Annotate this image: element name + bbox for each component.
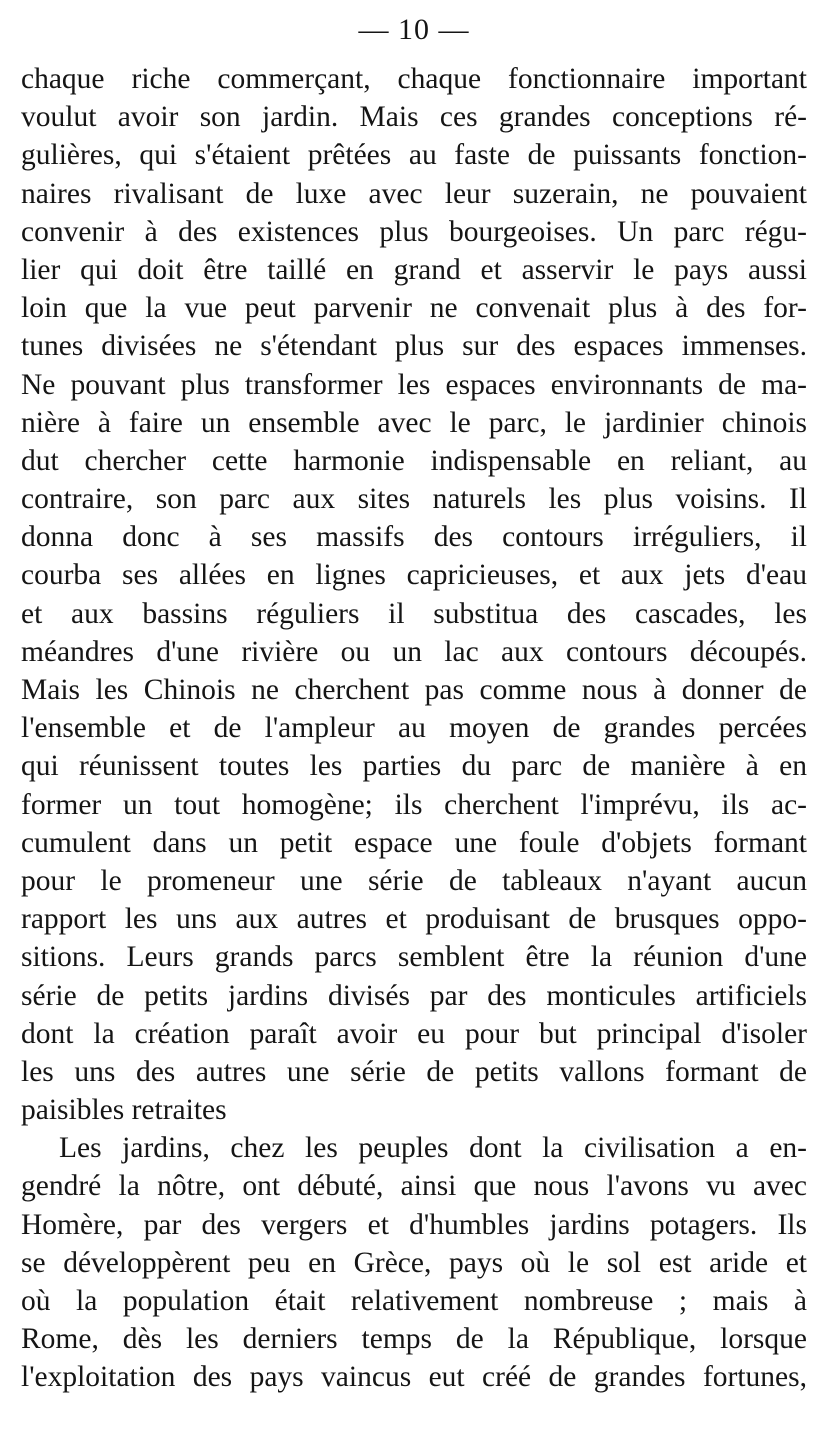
text-line: série de petits jardins divisés par des monticules artificiels — [21, 979, 807, 1012]
text-line: tunes divisées ne s'étendant plus sur des espaces immenses. — [21, 330, 807, 363]
text-line: se développèrent peu en Grèce, pays où le sol est aride et — [21, 1246, 807, 1279]
text-line: l'exploitation des pays vaincus eut créé de grandes fortunes, — [21, 1361, 807, 1394]
text-line: gendré la nôtre, ont débuté, ainsi que nous l'avons vu avec — [21, 1170, 807, 1203]
text-line: nière à faire un ensemble avec le parc, le jardinier chinois — [21, 406, 807, 439]
text-line: loin que la vue peut parvenir ne convenait plus à des for- — [21, 292, 807, 325]
text-line: rapport les uns aux autres et produisant de brusques oppo- — [21, 903, 807, 936]
text-line: voulut avoir son jardin. Mais ces grandes conceptions ré- — [21, 101, 807, 134]
page-number: — 10 — — [358, 13, 470, 46]
text-line: dut chercher cette harmonie indispensable en reliant, au — [21, 444, 807, 477]
text-line: l'ensemble et de l'ampleur au moyen de grandes percées — [21, 712, 807, 745]
text-line: Les jardins, chez les peuples dont la civilisation a en- — [59, 1132, 807, 1165]
text-line: sitions. Leurs grands parcs semblent être la réunion d'une — [21, 941, 807, 974]
text-line: paisibles retraites — [21, 1094, 227, 1127]
text-line: gulières, qui s'étaient prêtées au faste de puissants fonction- — [21, 139, 807, 172]
text-line: méandres d'une rivière ou un lac aux contours découpés. — [21, 635, 807, 668]
text-line: et aux bassins réguliers il substitua des cascades, les — [21, 597, 807, 630]
text-line: lier qui doit être taillé en grand et asservir le pays aussi — [21, 253, 807, 286]
text-line: donna donc à ses massifs des contours irréguliers, il — [21, 521, 807, 554]
text-line: dont la création paraît avoir eu pour but principal d'isoler — [21, 1017, 807, 1050]
text-line: Rome, dès les derniers temps de la République, lorsque — [21, 1323, 807, 1356]
paragraph-1 — [21, 60, 807, 1129]
text-line: Homère, par des vergers et d'humbles jardins potagers. Ils — [21, 1208, 807, 1241]
text-line: pour le promeneur une série de tableaux n'ayant aucun — [21, 864, 807, 897]
text-line: Mais les Chinois ne cherchent pas comme nous à donner de — [21, 674, 807, 706]
text-line: qui réunissent toutes les parties du parc de manière à en — [21, 750, 807, 783]
text-line: convenir à des existences plus bourgeoises. Un parc régu- — [21, 215, 807, 248]
text-line: former un tout homogène; ils cherchent l'imprévu, ils ac- — [21, 788, 807, 821]
text-line: contraire, son parc aux sites naturels les plus voisins. Il — [21, 483, 807, 516]
text-line: chaque riche commerçant, chaque fonctionnaire important — [21, 63, 807, 95]
paragraph-2 — [21, 1129, 807, 1396]
text-line: courba ses allées en lignes capricieuses, et aux jets d'eau — [21, 559, 807, 592]
body-text — [21, 60, 807, 1397]
text-line: les uns des autres une série de petits vallons formant de — [21, 1055, 807, 1088]
text-line: où la population était relativement nombreuse ; mais à — [21, 1285, 807, 1317]
text-line: cumulent dans un petit espace une foule d'objets formant — [21, 826, 807, 859]
text-line: naires rivalisant de luxe avec leur suzerain, ne pouvaient — [21, 177, 807, 210]
text-line: Ne pouvant plus transformer les espaces environnants de ma- — [21, 368, 807, 401]
